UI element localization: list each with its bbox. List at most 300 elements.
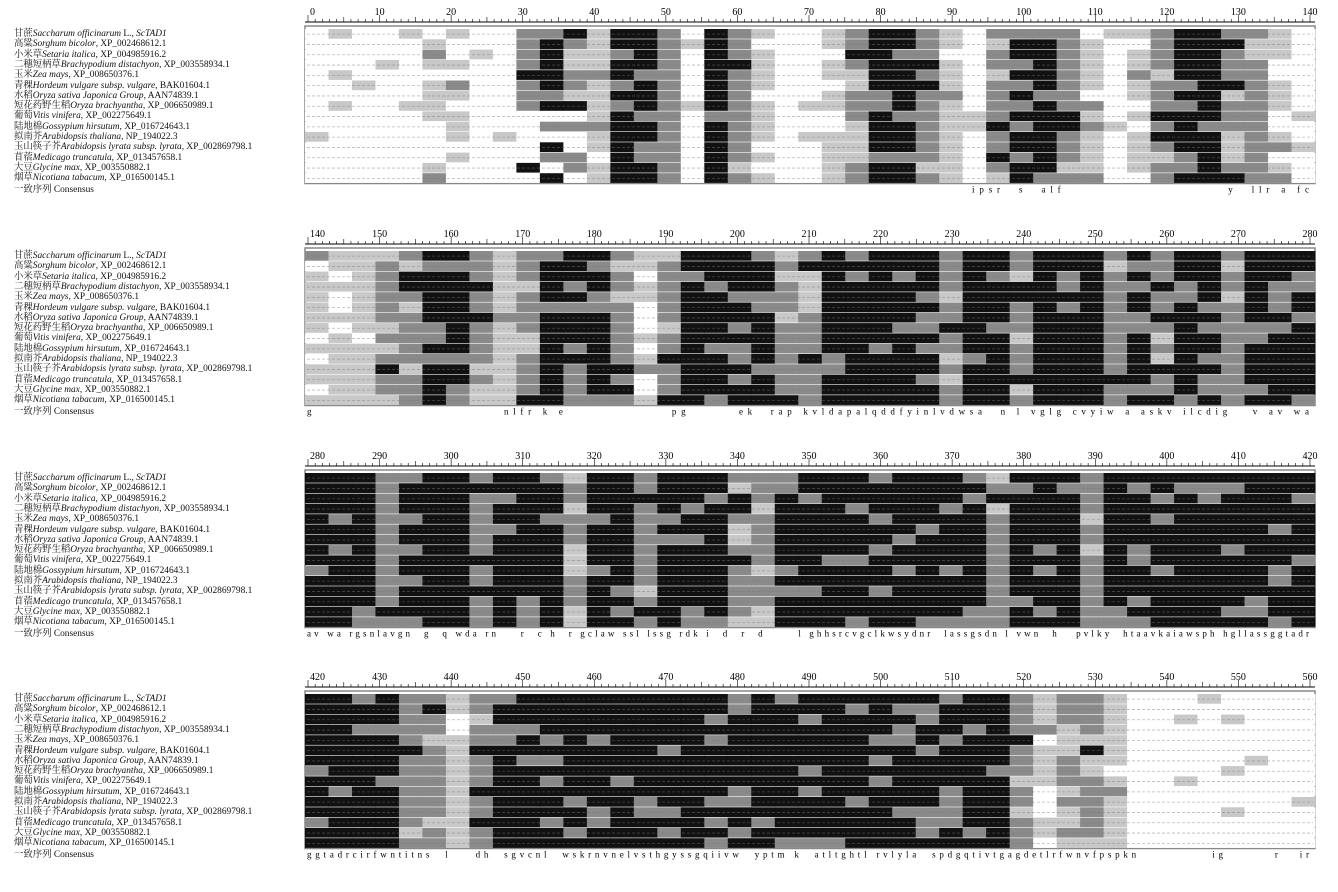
ruler-tick-label: 150 [372,229,388,240]
species-separator: , [119,121,125,132]
species-latin-name: Setaria italica [42,714,96,725]
species-chinese-name: 拟南芥 [14,797,43,807]
accession-number: AAN74839.1 [147,312,199,323]
species-chinese-name: 陆地棉 [14,343,43,354]
species-separator: , [142,766,148,777]
ruler-tick-label: 190 [658,229,674,240]
species-separator: , [79,606,85,617]
ruler-tick-label: 90 [947,7,958,18]
species-chinese-name: 陆地棉 [14,121,43,132]
species-separator: , [80,776,86,787]
species-chinese-name: 水稻 [14,90,33,101]
species-separator: , [155,80,160,91]
ruler-tick-label: 340 [729,451,745,462]
species-latin-name: Arabidopsis lyrata subsp. lyrata [60,364,182,375]
accession-number: XP_006650989.1 [147,101,214,112]
species-chinese-name: 葡萄 [14,555,33,566]
species-chinese-name: 青稞 [14,524,33,535]
accession-number: XP_003550882.1 [84,162,151,173]
species-latin-name: Glycine max [32,827,80,838]
ruler-tick-label: 380 [1016,451,1032,462]
species-latin-name: Arabidopsis thaliana [42,354,122,364]
species-chinese-name: 短花药野生稻 [14,323,71,334]
accession-number: XP_006650989.1 [147,323,214,334]
species-chinese-name: 葡萄 [14,333,33,344]
species-latin-name: Oryza sativa Japonica Group [32,312,144,323]
species-separator: , [155,524,160,535]
alignment-block [305,229,1318,417]
ruler-tick-label: 50 [660,7,671,18]
species-chinese-name: 玉米 [14,514,33,525]
accession-number: XP_008650376.1 [73,70,140,81]
accession-number: XP_013457658.1 [116,374,183,385]
ruler-tick-label: 530 [1087,672,1103,683]
species-separator: , [181,586,187,597]
species-latin-name: Oryza sativa Japonica Group [32,534,144,545]
ruler-tick-label: 280 [310,451,325,462]
ruler-tick-label: 560 [1302,672,1318,683]
species-separator: , [111,152,117,163]
species-chinese-name: 甘蔗 [14,251,33,261]
accession-number: AAN74839.1 [147,90,199,101]
ruler-tick-label: 250 [1087,229,1103,240]
accession-number: XP_006650989.1 [147,545,214,556]
ruler-tick-label: 420 [310,672,325,683]
species-separator: , [159,503,164,514]
accession-number: XP_003558934.1 [163,503,230,514]
species-chinese-name: 二穗短柄草 [14,281,61,292]
accession-number: XP_013457658.1 [116,596,183,607]
species-separator: L., [121,473,137,483]
species-latin-name: Nicotiana tabacum [32,173,105,184]
species-separator: , [95,704,101,715]
species-chinese-name: 玉米 [14,70,33,81]
species-latin-name: Arabidopsis thaliana [42,797,122,807]
ruler-tick-label: 160 [443,229,459,240]
consensus-sequence: av wa rgsnlavgn g q wda rn r c h r gclaw ssl lssg rdk i d r d l ghhsrcvgclkwsydnr lassgsdn l vwn h pvlky htaavkaiawsph hgllassggtadr [307,628,1309,639]
species-latin-name: Glycine max [32,384,80,395]
ruler-tick-label: 210 [801,229,817,240]
ruler-tick-label: 440 [443,672,459,683]
species-latin-name: Oryza brachyantha [70,545,143,556]
species-latin-name: Brachypodium distachyon [60,59,160,70]
species-chinese-name: 二穗短柄草 [14,503,61,514]
ruler-tick-label: 40 [589,7,600,18]
ruler-tick-label: 400 [1159,451,1175,462]
ruler-tick-label: 290 [372,451,388,462]
species-latin-name: Arabidopsis lyrata subsp. lyrata [60,807,182,818]
consensus-label: 一致序列 Consensus [14,849,94,860]
ruler-tick-label: 120 [1159,7,1175,18]
species-chinese-name: 拟南芥 [14,354,43,364]
accession-number: XP_003550882.1 [84,606,151,617]
ruler-tick-label: 330 [658,451,674,462]
accession-number: NP_194022.3 [125,576,178,586]
ruler-tick-label: 20 [446,7,457,18]
species-latin-name: Saccharum officinarum [32,473,122,483]
ruler-tick-label: 310 [515,451,531,462]
species-separator: , [68,514,74,525]
species-chinese-name: 小米草 [14,493,43,504]
species-separator: L., [121,694,137,704]
species-chinese-name: 大豆 [14,827,33,838]
species-separator: , [142,545,148,556]
accession-number: XP_008650376.1 [73,514,140,525]
species-latin-name: Brachypodium distachyon [60,724,160,735]
accession-number: ScTAD1 [136,473,167,483]
ruler-tick-label: 110 [1087,7,1103,18]
species-latin-name: Oryza brachyantha [70,323,143,334]
species-separator: , [104,395,110,406]
species-separator: , [181,142,187,153]
ruler-tick-label: 220 [873,229,889,240]
species-latin-name: Gossypium hirsutum [42,343,120,354]
species-separator: , [104,617,110,628]
ruler-tick-label: 410 [1230,451,1246,462]
species-latin-name: Hordeum vulgare subsp. vulgare [32,524,156,535]
species-chinese-name: 玉山筷子芥 [14,586,61,597]
species-latin-name: Vitis vinifera [32,776,81,787]
ruler-tick-label: 490 [801,672,817,683]
ruler-tick-label: 70 [804,7,814,18]
ruler-tick-label: 10 [374,7,385,18]
accession-number: XP_008650376.1 [73,735,140,746]
species-latin-name: Sorghum bicolor [32,704,96,715]
accession-number: XP_004985916.2 [100,271,167,282]
accession-number: XP_016500145.1 [109,617,175,628]
species-chinese-name: 大豆 [14,606,33,617]
species-chinese-name: 青稞 [14,302,33,313]
species-chinese-name: 大豆 [14,384,33,395]
accession-number: XP_002275649.1 [85,333,152,344]
accession-number: XP_002468612.1 [100,483,167,494]
ruler-tick-label: 420 [1302,451,1318,462]
species-latin-name: Hordeum vulgare subsp. vulgare [32,80,156,91]
species-latin-name: Arabidopsis thaliana [42,132,122,142]
species-separator: , [143,90,148,101]
species-chinese-name: 小米草 [14,271,43,282]
species-chinese-name: 玉米 [14,292,33,303]
species-separator: , [143,755,148,766]
species-chinese-name: 短花药野生稻 [14,101,71,112]
species-latin-name: Nicotiana tabacum [32,617,105,628]
species-latin-name: Zea mays [32,514,69,525]
ruler-tick-label: 60 [732,7,743,18]
species-latin-name: Zea mays [32,70,69,81]
accession-number: XP_004985916.2 [100,49,167,60]
ruler-tick-label: 550 [1230,672,1246,683]
species-separator: , [95,271,101,282]
ruler-tick-label: 430 [372,672,388,683]
species-latin-name: Zea mays [32,292,69,303]
species-chinese-name: 青稞 [14,745,33,756]
ruler-tick-label: 370 [944,451,960,462]
species-latin-name: Medicago truncatula [32,374,112,385]
species-latin-name: Hordeum vulgare subsp. vulgare [32,745,156,756]
species-chinese-name: 烟草 [14,617,33,628]
accession-number: ScTAD1 [136,251,167,261]
species-separator: , [121,132,126,142]
species-chinese-name: 甘蔗 [14,473,33,483]
species-chinese-name: 苜蓿 [14,817,33,828]
species-separator: , [95,483,101,494]
species-separator: , [79,384,85,395]
species-chinese-name: 拟南芥 [14,576,43,586]
accession-number: XP_016724643.1 [124,786,191,797]
accession-number: XP_004985916.2 [100,714,167,725]
species-chinese-name: 烟草 [14,838,33,849]
ruler-tick-label: 450 [515,672,531,683]
alignment-block [305,451,1318,639]
species-separator: , [95,261,101,272]
species-chinese-name: 二穗短柄草 [14,59,61,70]
accession-number: XP_002869798.1 [186,364,253,375]
species-separator: , [79,827,85,838]
accession-number: AAN74839.1 [147,534,199,545]
accession-number: NP_194022.3 [125,797,178,807]
ruler-tick-label: 30 [517,7,528,18]
ruler-tick-label: 390 [1087,451,1103,462]
species-chinese-name: 苜蓿 [14,596,33,607]
ruler-tick-label: 270 [1230,229,1246,240]
species-chinese-name: 水稻 [14,534,33,545]
species-chinese-name: 青稞 [14,80,33,91]
accession-number: XP_004985916.2 [100,493,167,504]
species-chinese-name: 大豆 [14,162,33,173]
species-chinese-name: 短花药野生稻 [14,545,71,556]
accession-number: XP_003558934.1 [163,59,230,70]
species-separator: , [111,596,117,607]
species-chinese-name: 小米草 [14,714,43,725]
species-separator: , [142,101,148,112]
species-separator: , [68,735,74,746]
ruler-tick-label: 140 [1302,7,1318,18]
species-separator: , [80,333,86,344]
ruler-tick-label: 510 [944,672,960,683]
ruler-tick-label: 360 [873,451,889,462]
ruler-tick-label: 320 [586,451,602,462]
species-separator: , [119,565,125,576]
species-chinese-name: 烟草 [14,395,33,406]
species-chinese-name: 玉山筷子芥 [14,364,61,375]
species-latin-name: Setaria italica [42,49,96,60]
species-chinese-name: 甘蔗 [14,694,33,704]
species-separator: , [159,724,164,735]
species-separator: , [121,576,126,586]
species-separator: , [68,292,74,303]
species-chinese-name: 拟南芥 [14,132,43,142]
accession-number: XP_013457658.1 [116,817,183,828]
species-chinese-name: 二穗短柄草 [14,724,61,735]
species-latin-name: Brachypodium distachyon [60,281,160,292]
ruler-tick-label: 350 [801,451,817,462]
consensus-label: 一致序列 Consensus [14,184,94,195]
species-separator: , [68,70,74,81]
accession-number: XP_002468612.1 [100,39,167,50]
species-separator: , [95,493,101,504]
species-chinese-name: 高粱 [14,261,33,272]
species-chinese-name: 甘蔗 [14,29,33,39]
accession-number: BAK01604.1 [159,524,211,535]
accession-number: AAN74839.1 [147,755,199,766]
ruler-tick-label: 180 [586,229,602,240]
accession-number: XP_016500145.1 [109,838,175,849]
species-latin-name: Saccharum officinarum [32,29,122,39]
consensus-sequence: g nlfr k e pg ek rap kvldapalqddfyinlvdwsa n l vglg cvyiw a askv ilcdig v av wa [307,406,1309,417]
alignment-block [305,672,1318,860]
species-latin-name: Oryza brachyantha [70,766,143,777]
species-chinese-name: 玉米 [14,735,33,746]
ruler-tick-label: 470 [658,672,674,683]
accession-number: XP_008650376.1 [73,292,140,303]
species-separator: , [143,534,148,545]
accession-number: BAK01604.1 [159,302,211,313]
species-latin-name: Medicago truncatula [32,596,112,607]
species-latin-name: Arabidopsis lyrata subsp. lyrata [60,142,182,153]
consensus-sequence: ggtadrcirfwntitns l dh sgvcnl wskrnvnelvsthgyssgqiivw yptm k atltghtl rvlyla spdgqtivtgagdetlrfwnvfpspkn ig r ir [307,849,1310,860]
accession-number: XP_016500145.1 [109,173,175,184]
species-separator: , [159,281,164,292]
accession-number: XP_003550882.1 [84,827,151,838]
ruler-tick-label: 0 [310,7,315,18]
ruler-tick-label: 280 [1302,229,1318,240]
species-latin-name: Oryza sativa Japonica Group [32,755,144,766]
species-separator: , [104,173,110,184]
accession-number: XP_016500145.1 [109,395,175,406]
species-chinese-name: 短花药野生稻 [14,766,71,777]
species-latin-name: Gossypium hirsutum [42,786,120,797]
species-latin-name: Zea mays [32,735,69,746]
species-separator: L., [121,251,137,261]
ruler-tick-label: 540 [1159,672,1175,683]
ruler-tick-label: 500 [873,672,889,683]
species-chinese-name: 烟草 [14,173,33,184]
species-chinese-name: 陆地棉 [14,786,43,797]
species-separator: , [95,39,101,50]
ruler-tick-label: 260 [1159,229,1175,240]
species-latin-name: Gossypium hirsutum [42,121,120,132]
species-separator: , [79,162,85,173]
accession-number: XP_016724643.1 [124,121,191,132]
accession-number: BAK01604.1 [159,745,211,756]
species-separator: , [155,302,160,313]
species-separator: , [119,343,125,354]
species-separator: , [121,354,126,364]
accession-number: XP_002869798.1 [186,807,253,818]
species-separator: , [111,817,117,828]
accession-number: XP_002468612.1 [100,261,167,272]
species-latin-name: Medicago truncatula [32,817,112,828]
species-separator: , [111,374,117,385]
species-separator: , [159,59,164,70]
species-latin-name: Vitis vinifera [32,333,81,344]
ruler-tick-label: 460 [586,672,602,683]
accession-number: BAK01604.1 [159,80,211,91]
species-separator: , [104,838,110,849]
species-latin-name: Brachypodium distachyon [60,503,160,514]
species-latin-name: Hordeum vulgare subsp. vulgare [32,302,156,313]
accession-number: ScTAD1 [136,694,167,704]
species-chinese-name: 水稻 [14,312,33,323]
ruler-tick-label: 480 [729,672,745,683]
accession-number: XP_002275649.1 [85,555,152,566]
accession-number: XP_002468612.1 [100,704,167,715]
accession-number: NP_194022.3 [125,354,178,364]
accession-number: XP_003558934.1 [163,724,230,735]
species-separator: , [181,364,187,375]
ruler-tick-label: 130 [1230,7,1246,18]
species-chinese-name: 葡萄 [14,111,33,122]
species-latin-name: Sorghum bicolor [32,261,96,272]
species-latin-name: Setaria italica [42,271,96,282]
species-latin-name: Saccharum officinarum [32,251,122,261]
accession-number: XP_002275649.1 [85,776,152,787]
ruler-tick-label: 200 [729,229,745,240]
ruler-tick-label: 170 [515,229,531,240]
species-latin-name: Vitis vinifera [32,111,81,122]
species-latin-name: Oryza sativa Japonica Group [32,90,144,101]
species-chinese-name: 水稻 [14,755,33,766]
alignment-block [305,7,1318,195]
species-latin-name: Glycine max [32,606,80,617]
accession-number: XP_002869798.1 [186,586,253,597]
species-latin-name: Arabidopsis lyrata subsp. lyrata [60,586,182,597]
accession-number: NP_194022.3 [125,132,178,142]
accession-number: XP_016724643.1 [124,343,191,354]
accession-number: XP_006650989.1 [147,766,214,777]
species-chinese-name: 玉山筷子芥 [14,142,61,153]
species-latin-name: Saccharum officinarum [32,694,122,704]
species-separator: , [142,323,148,334]
species-chinese-name: 苜蓿 [14,374,33,385]
ruler-tick-label: 100 [1016,7,1032,18]
species-latin-name: Sorghum bicolor [32,483,96,494]
species-chinese-name: 陆地棉 [14,565,43,576]
species-separator: , [155,745,160,756]
species-separator: , [181,807,187,818]
consensus-sequence: ipsr s alf y llr a fc [307,184,1310,195]
species-latin-name: Sorghum bicolor [32,39,96,50]
species-separator: , [119,786,125,797]
accession-number: ScTAD1 [136,29,167,39]
species-latin-name: Arabidopsis thaliana [42,576,122,586]
species-chinese-name: 高粱 [14,483,33,494]
species-chinese-name: 苜蓿 [14,152,33,163]
ruler-tick-label: 520 [1016,672,1032,683]
species-separator: , [143,312,148,323]
species-separator: L., [121,29,137,39]
species-chinese-name: 葡萄 [14,776,33,787]
species-chinese-name: 高粱 [14,39,33,50]
accession-number: XP_002869798.1 [186,142,253,153]
consensus-label: 一致序列 Consensus [14,628,94,639]
accession-number: XP_002275649.1 [85,111,152,122]
species-separator: , [121,797,126,807]
species-latin-name: Medicago truncatula [32,152,112,163]
species-separator: , [95,714,101,725]
ruler-tick-label: 230 [944,229,960,240]
species-latin-name: Nicotiana tabacum [32,395,105,406]
species-separator: , [95,49,101,60]
ruler-tick-label: 80 [875,7,886,18]
species-separator: , [80,111,86,122]
species-chinese-name: 高粱 [14,704,33,715]
consensus-label: 一致序列 Consensus [14,406,94,417]
accession-number: XP_003550882.1 [84,384,151,395]
ruler-tick-label: 300 [443,451,459,462]
species-separator: , [80,555,86,566]
species-latin-name: Vitis vinifera [32,555,81,566]
